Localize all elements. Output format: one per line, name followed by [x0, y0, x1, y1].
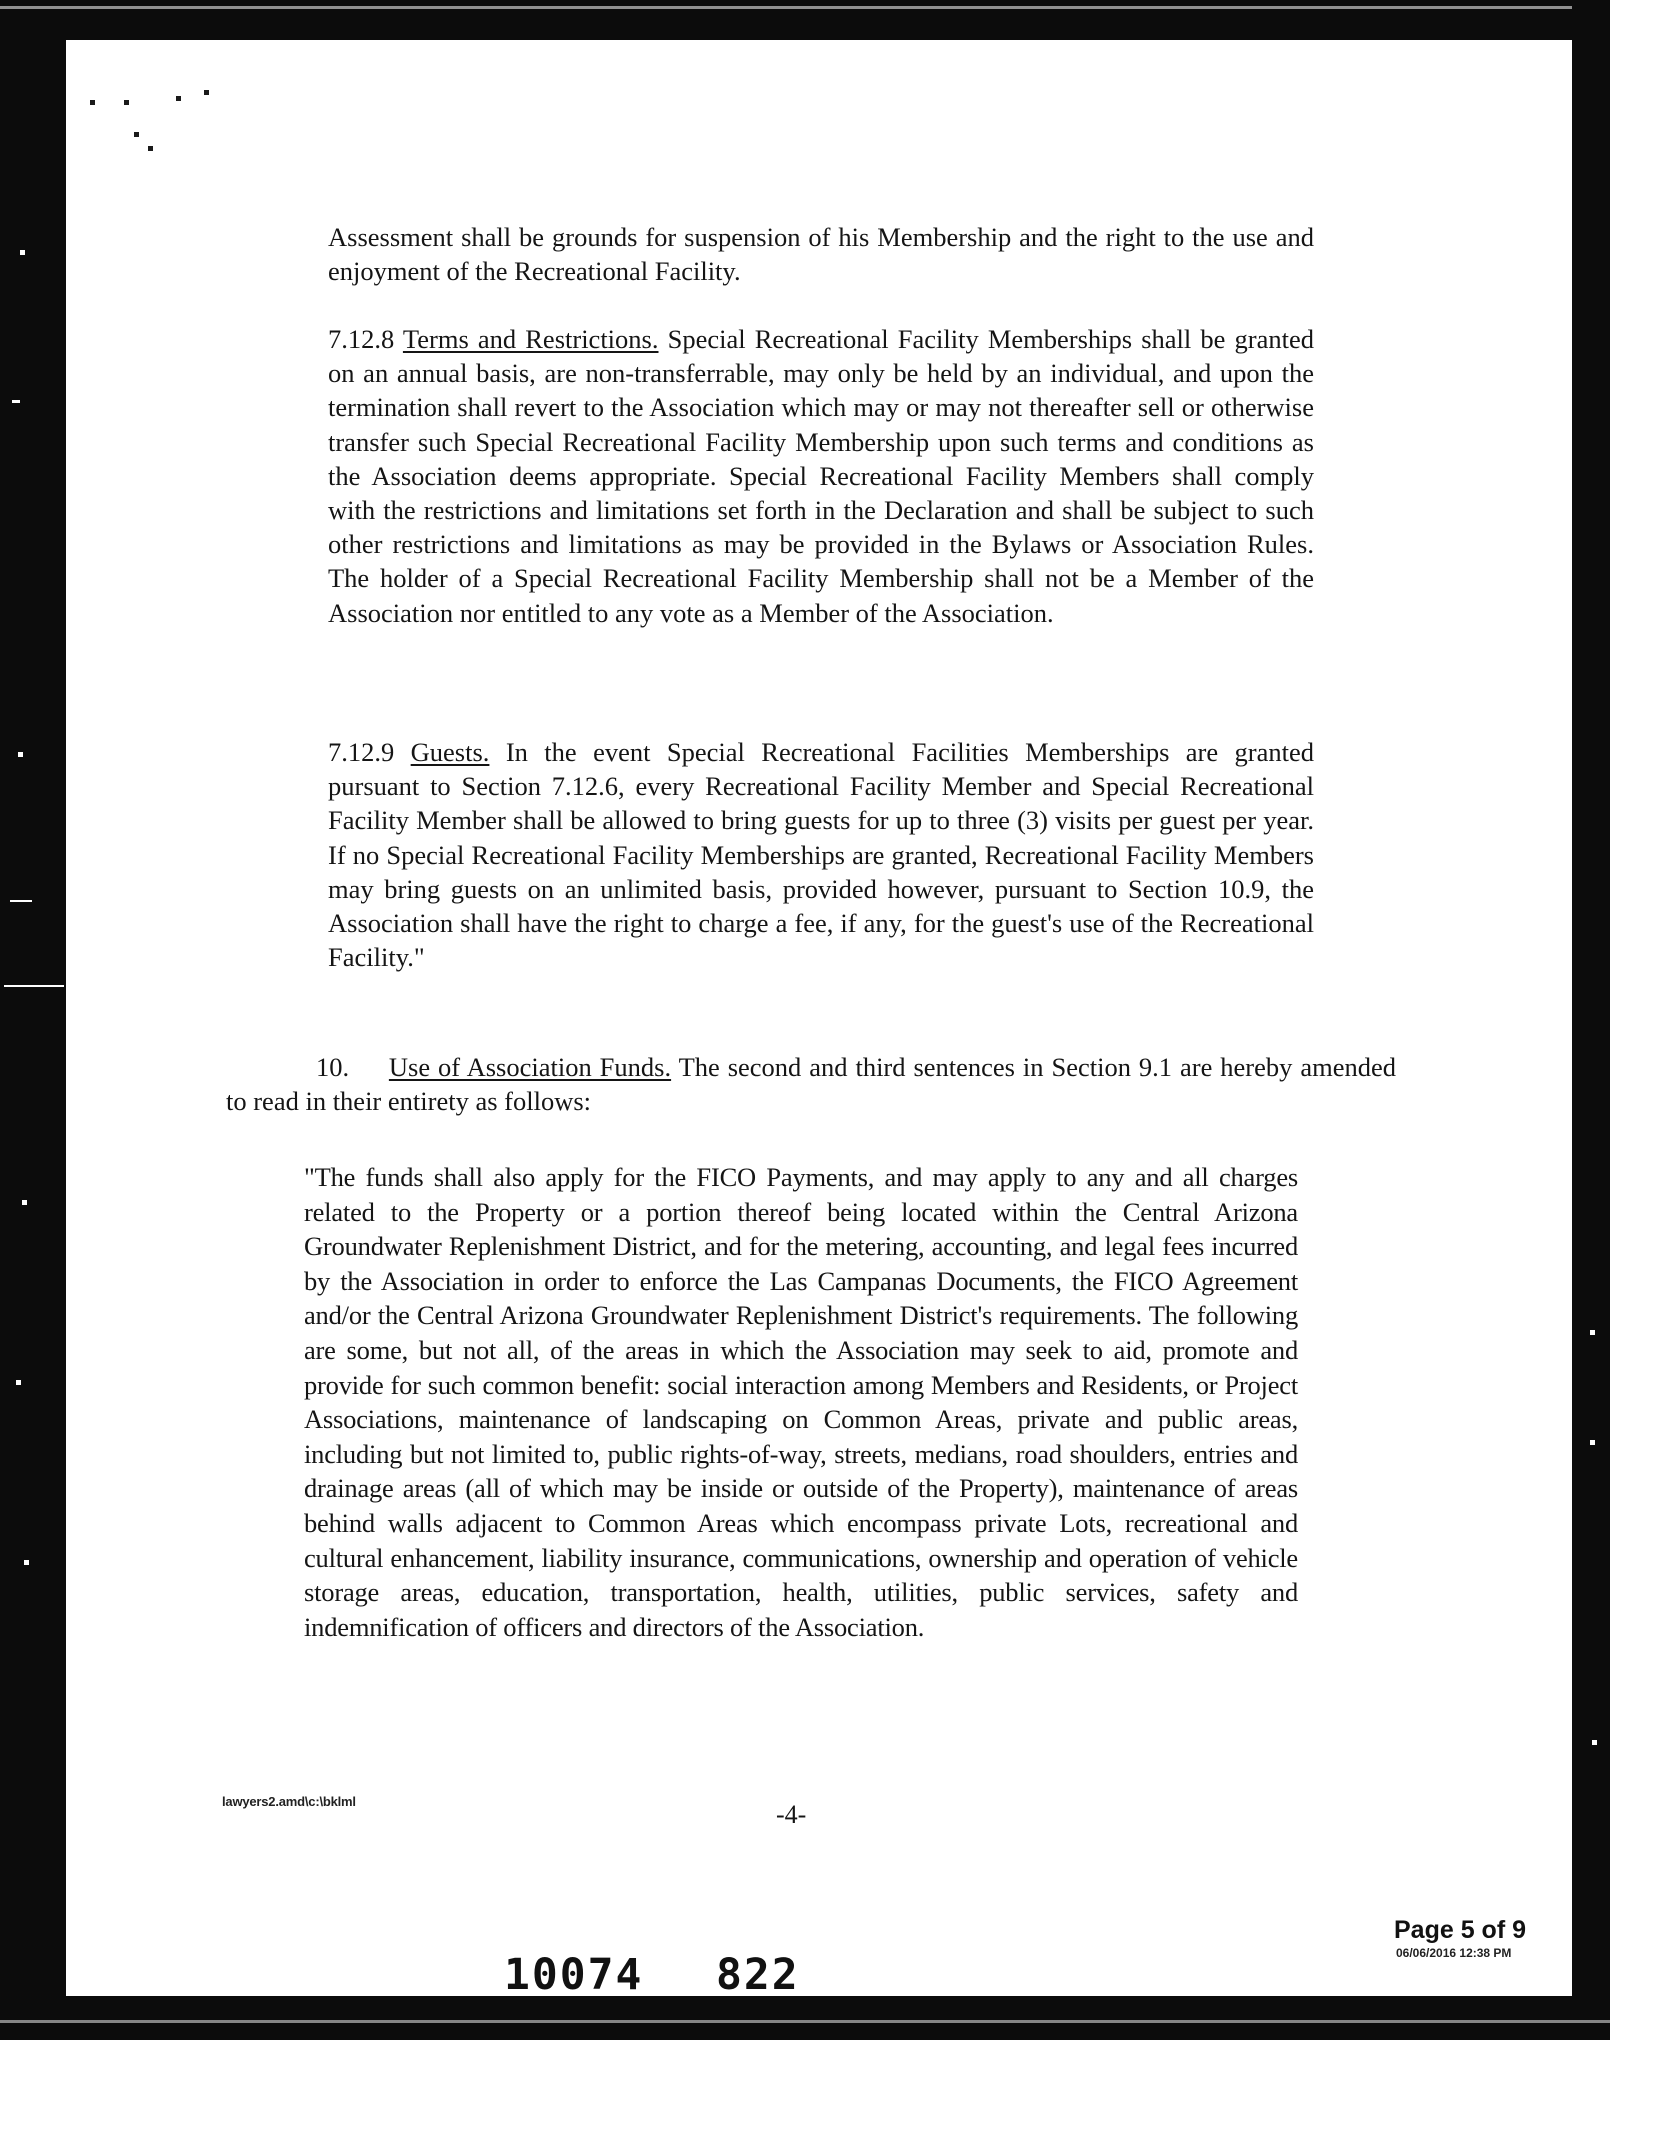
section-10 — [226, 1050, 1396, 1118]
stamp-page-count: Page 5 of 9 — [1394, 1916, 1526, 1944]
stamp-datetime: 06/06/2016 12:38 PM — [1396, 1946, 1512, 1960]
scan-border-left — [0, 0, 66, 2040]
recording-book-number: 10074 — [504, 1950, 644, 2000]
scan-speck — [148, 146, 153, 151]
scan-speck — [12, 400, 20, 403]
section-body: The second and third sentences in Section 9.1 are hereby amended to read in their entirety as follows: — [226, 1052, 1396, 1117]
scan-speck — [1590, 1440, 1595, 1445]
section-heading: Use of Association Funds. — [388, 1052, 672, 1082]
scan-border-bottom — [0, 1996, 1610, 2040]
scan-speck — [16, 1380, 21, 1385]
scan-speck — [18, 752, 23, 757]
recording-page-number: 822 — [716, 1950, 800, 2000]
scan-border-bottom-rule — [0, 2020, 1610, 2023]
section-number: 10. — [316, 1052, 350, 1082]
scan-speck — [1590, 1330, 1595, 1335]
section-heading: Guests. — [410, 737, 490, 767]
scan-speck — [90, 100, 95, 105]
scan-speck — [204, 90, 209, 95]
scan-speck — [4, 985, 64, 987]
section-body: Special Recreational Facility Memberships shall be granted on an annual basis, are non-transferrable, may only be held by an individual, and upon the termination shall revert to the Association which may or may not thereafter sell or otherwise transfer such Special Recreational Facility Membership upon such terms and conditions as the Association deems appropriate. Special Recreational Facility Members shall comply with the restrictions and limitations set forth in the Declaration and shall be subject to such other restrictions and limitations as may be provided in the Bylaws or Association Rules. The holder of a Special Recreational Facility Membership shall not be a Member of the Association nor entitled to any vote as a Member of the Association. — [328, 324, 1314, 628]
scan-speck — [24, 1560, 29, 1565]
section-number: 7.12.8 — [328, 324, 395, 354]
scan-speck — [134, 132, 139, 137]
assessment-continuation: Assessment shall be grounds for suspension of his Membership and the right to the use and enjoyment of the Recreational Facility. — [328, 222, 1314, 287]
quoted-amendment: "The funds shall also apply for the FICO Payments, and may apply to any and all charges related to the Property or a portion thereof being located within the Central Arizona Groundwater Replenishment District, and for the metering, accounting, and legal fees incurred by the Association in order to enforce the Las Campanas Documents, the FICO Agreement and/or the Central Arizona Groundwater Replenishment District's requirements. The following are some, but not all, of the areas in which the Association may seek to aid, promote and provide for such common benefit: social interaction among Members and Residents, or Project Associations, maintenance of landscaping on Common Areas, private and public areas, including but not limited to, public rights-of-way, streets, medians, road shoulders, entries and drainage areas (all of which may be inside or outside of the Property), maintenance of areas behind walls adjacent to Common Areas which encompass private Lots, recreational and cultural enhancement, liability insurance, communications, ownership and operation of vehicle storage areas, education, transportation, health, utilities, public services, safety and indemnification of officers and directors of the Association. — [304, 1162, 1298, 1642]
scan-border-top-rule — [0, 6, 1610, 9]
section-7-12-8 — [328, 322, 1314, 630]
scan-speck — [124, 100, 129, 105]
footer-page-number: -4- — [776, 1800, 807, 1829]
section-number: 7.12.9 — [328, 737, 395, 767]
footer-file-reference: lawyers2.amd\c:\bklml — [222, 1794, 356, 1809]
scan-speck — [1592, 1740, 1597, 1745]
section-body: In the event Special Recreational Facilities Memberships are granted pursuant to Section 7.12.6, every Recreational Facility Member and Special Recreational Facility Member shall be allowed to bring guests for up to three (3) visits per guest per year. If no Special Recreational Facility Memberships are granted, Recreational Facility Members may bring guests on an unlimited basis, provided however, pursuant to Section 10.9, the Association shall have the right to charge a fee, if any, for the guest's use of the Recreational Facility." — [328, 737, 1314, 973]
scan-speck — [20, 250, 25, 255]
scan-border-right — [1572, 0, 1610, 2040]
scan-speck — [22, 1200, 27, 1205]
scan-speck — [176, 96, 181, 101]
section-heading: Terms and Restrictions. — [402, 324, 659, 354]
scan-speck — [10, 900, 32, 902]
section-7-12-9 — [328, 735, 1314, 974]
